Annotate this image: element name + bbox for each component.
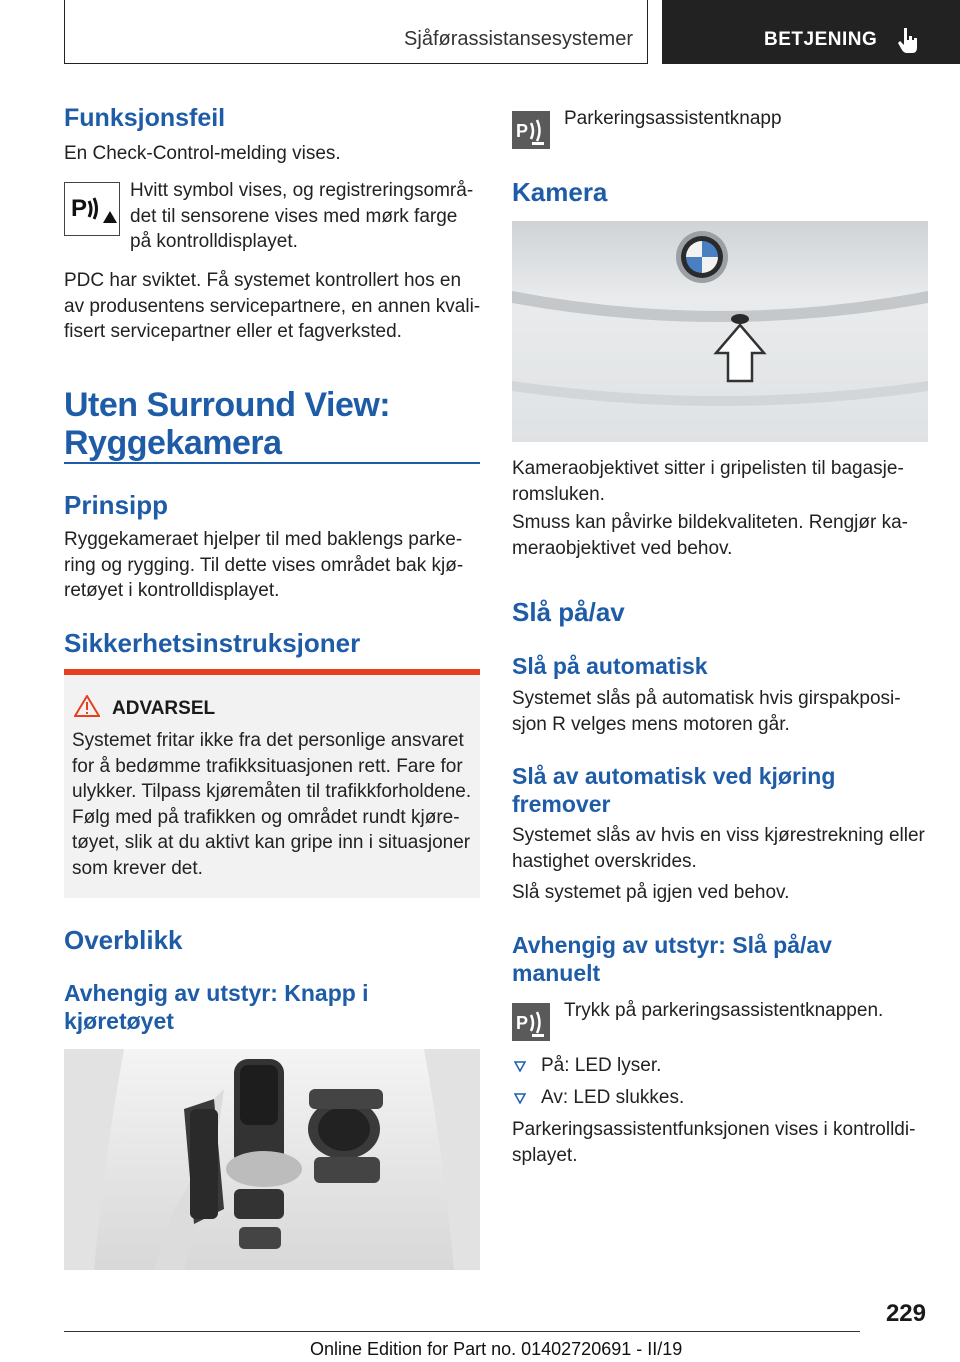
heading-malfunction: Funksjonsfeil <box>64 104 226 132</box>
line: Følg med på trafikken og området rundt kjøre- <box>72 806 460 828</box>
text-dirt-quality <box>512 510 932 561</box>
page-number: 229 <box>885 1300 926 1327</box>
header-chapter-title: BETJENING <box>764 29 878 50</box>
line: tøyet, slik at du aktivt kan gripe inn i situasjoner <box>72 832 471 853</box>
line: fremover <box>512 791 611 817</box>
text-auto-on <box>512 686 932 737</box>
line: Slå av automatisk ved kjøring <box>512 763 836 789</box>
rear-camera-photo <box>512 221 928 442</box>
line: sjon R velges mens motoren går. <box>512 713 790 735</box>
pdc-failure-symbol <box>64 182 120 236</box>
line: Ryggekamera <box>64 424 282 462</box>
line: romsluken. <box>512 483 605 505</box>
line: Parkeringsassistentfunksjonen vises i kontrolldi- <box>512 1119 916 1140</box>
line: meraobjektivet ved behov. <box>512 537 733 559</box>
header-section-box <box>64 0 648 64</box>
heading-safety: Sikkerhetsinstruksjoner <box>64 628 361 658</box>
text-check-control: En Check-Control-melding vises. <box>64 143 341 164</box>
heading-auto-off <box>512 762 835 818</box>
line: Smuss kan påvirke bildekvaliteten. Rengjør ka- <box>512 512 909 533</box>
parking-assist-icon <box>512 111 550 149</box>
line: retøyet i kontrolldisplayet. <box>64 580 280 601</box>
line: PDC har sviktet. Få systemet kontrollert hos en <box>64 270 462 291</box>
line: på kontrolldisplayet. <box>130 231 298 252</box>
text-switch-on-again: Slå systemet på igjen ved behov. <box>512 882 790 903</box>
line: Ryggekameraet hjelper til med baklengs parke- <box>64 529 463 550</box>
heading-auto-on: Slå på automatisk <box>512 653 708 679</box>
pdc-warning-icon <box>65 183 118 234</box>
line: Systemet slås av hvis en viss kjørestrekning eller <box>512 825 925 846</box>
line: ulykker. Tilpass kjøremåten til trafikkforholdene. <box>72 781 472 802</box>
heading-button-in-vehicle <box>64 979 369 1035</box>
line: av produsentens servicepartnere, en annen kvali- <box>64 295 481 317</box>
parking-assist-button-symbol-2 <box>512 1003 550 1041</box>
warning-box <box>64 675 480 898</box>
header-section-title: Sjåførassistansesystemer <box>404 28 633 50</box>
heading-principle: Prinsipp <box>64 490 169 520</box>
line: som krever det. <box>72 857 203 879</box>
text-function-display <box>512 1117 932 1168</box>
pointing-hand-icon <box>896 26 922 56</box>
line: Avhengig av utstyr: Slå på/av <box>512 932 832 958</box>
heading-manual <box>512 931 832 987</box>
text-press-button: Trykk på parkeringsassistentknappen. <box>564 1000 884 1021</box>
line: Uten Surround View: <box>64 386 391 424</box>
heading-overview: Overblikk <box>64 925 183 955</box>
bullet-on-text: På: LED lyser. <box>541 1055 662 1076</box>
footer-divider <box>64 1331 860 1332</box>
parking-assist-icon <box>512 1003 550 1041</box>
text-white-symbol <box>130 178 480 255</box>
bullet-off-text: Av: LED slukkes. <box>541 1087 685 1108</box>
heading-camera: Kamera <box>512 177 608 207</box>
line: hastighet overskrides. <box>512 850 697 872</box>
line: Avhengig av utstyr: Knapp i <box>64 980 369 1006</box>
warning-triangle-icon <box>74 695 100 717</box>
svg-text:P: P <box>71 195 88 222</box>
line: ring og rygging. Til dette vises området bak kjø- <box>64 554 464 576</box>
text-principle <box>64 527 484 604</box>
line: kjøretøyet <box>64 1008 174 1034</box>
line: Kameraobjektivet sitter i gripelisten til bagasje- <box>512 458 904 479</box>
line: Hvitt symbol vises, og registreringsområ- <box>130 180 474 201</box>
center-console-photo <box>64 1049 480 1270</box>
line: Systemet slås på automatisk hvis girspakposi- <box>512 688 901 709</box>
line: manuelt <box>512 960 601 986</box>
text-pdc-failed <box>64 268 484 345</box>
svg-text:P: P <box>516 1013 529 1033</box>
line: splayet. <box>512 1144 578 1166</box>
heading-rear-camera <box>64 386 390 462</box>
text-auto-off <box>512 823 932 874</box>
heading-underline <box>64 462 480 464</box>
svg-text:P: P <box>516 121 529 141</box>
warning-text <box>72 728 477 881</box>
line: fisert servicepartner eller et fagverksted. <box>64 321 402 342</box>
heading-on-off: Slå på/av <box>512 597 625 627</box>
line: Systemet fritar ikke fra det personlige ansvaret <box>72 730 464 751</box>
caption-parking-button: Parkeringsassistentknapp <box>564 108 782 129</box>
triangle-bullet-icon <box>514 1092 526 1104</box>
text-lens-location <box>512 456 932 507</box>
parking-assist-button-symbol <box>512 111 550 149</box>
line: det til sensorene vises med mørk farge <box>130 205 458 227</box>
footer-edition: Online Edition for Part no. 01402720691 - II/19 <box>310 1339 683 1359</box>
triangle-bullet-icon <box>514 1060 526 1072</box>
warning-title: ADVARSEL <box>112 698 216 719</box>
line: for å bedømme trafikksituasjonen rett. Fare for <box>72 755 463 777</box>
